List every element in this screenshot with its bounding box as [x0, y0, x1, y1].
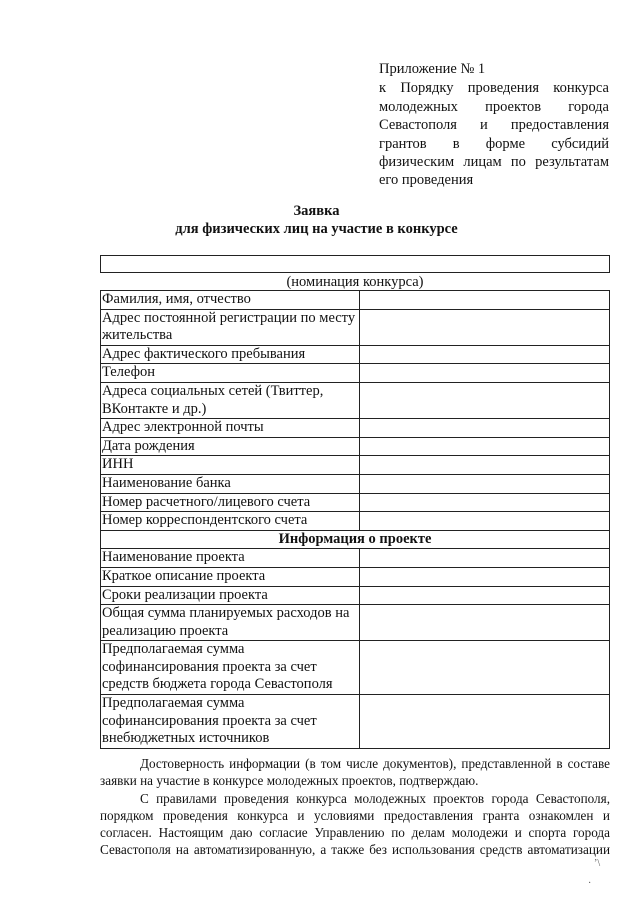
row-value-cell[interactable] [360, 309, 610, 345]
row-value-cell[interactable] [360, 512, 610, 531]
table-row [101, 512, 610, 531]
row-label: Общая сумма планируемых расходов на реализацию проекта [101, 605, 360, 641]
row-value-cell[interactable] [360, 695, 610, 749]
table-row [101, 456, 610, 475]
row-label: ИНН [101, 456, 360, 475]
table-row [101, 605, 610, 641]
document-subtitle: для физических лиц на участие в конкурсе [175, 221, 458, 237]
table-row [101, 641, 610, 695]
row-label: Адрес электронной почты [101, 419, 360, 438]
row-label: Дата рождения [101, 437, 360, 456]
table-row [101, 474, 610, 493]
row-label: Предполагаемая сумма софинансирования проекта за счет внебюджетных источников [101, 695, 360, 749]
row-value-cell[interactable] [360, 641, 610, 695]
table-row [101, 419, 610, 438]
row-label: Адреса социальных сетей (Твиттер, ВКонтакте и др.) [101, 382, 360, 418]
row-label: Краткое описание проекта [101, 567, 360, 586]
footer-paragraph-1: Достоверность информации (в том числе документов), представленной в составе заявки на участие в конкурсе молодежных проектов, подтверждаю. [100, 756, 610, 789]
row-value-cell[interactable] [360, 493, 610, 512]
row-value-cell[interactable] [360, 382, 610, 418]
table-row [101, 382, 610, 418]
row-label: Адрес фактического пребывания [101, 345, 360, 364]
appendix-body: к Порядку проведения конкурса молодежных проектов города Севастополя и предоставления грантов в форме субсидий физическим лицам по результатам его проведения [379, 80, 609, 189]
row-label: Наименование банка [101, 474, 360, 493]
appendix-block [379, 60, 609, 190]
document-title: Заявка [293, 203, 340, 219]
row-value-cell[interactable] [360, 567, 610, 586]
scan-mark: · [588, 878, 592, 889]
row-value-cell[interactable] [360, 291, 610, 310]
row-label: Фамилия, имя, отчество [101, 291, 360, 310]
consent-text [100, 755, 610, 859]
appendix-title: Приложение № 1 [379, 61, 486, 77]
row-value-cell[interactable] [360, 474, 610, 493]
row-value-cell[interactable] [360, 364, 610, 383]
table-row [101, 291, 610, 310]
row-value-cell[interactable] [360, 549, 610, 568]
row-label: Адрес постоянной регистрации по месту жительства [101, 309, 360, 345]
row-value-cell[interactable] [360, 605, 610, 641]
row-label: Предполагаемая сумма софинансирования проекта за счет средств бюджета города Севастополя [101, 641, 360, 695]
table-row [101, 549, 610, 568]
row-value-cell[interactable] [360, 419, 610, 438]
project-section-heading: Информация о проекте [101, 530, 610, 549]
row-value-cell[interactable] [360, 345, 610, 364]
row-value-cell[interactable] [360, 586, 610, 605]
nomination-caption: (номинация конкурса) [286, 274, 424, 290]
row-label: Телефон [101, 364, 360, 383]
row-value-cell[interactable] [360, 456, 610, 475]
table-row [101, 309, 610, 345]
table-row [101, 437, 610, 456]
table-row [101, 567, 610, 586]
row-label: Наименование проекта [101, 549, 360, 568]
table-row [101, 586, 610, 605]
section-header-row [101, 530, 610, 549]
table-row [101, 345, 610, 364]
footer-paragraph-2: С правилами проведения конкурса молодежных проектов города Севастополя, порядком проведения конкурса и условиями предоставления гранта ознакомлен и согласен. Настоящим даю согласие Управлению по делам молодежи и спорта города Севастополя на автоматизированную, а также без использования средств автоматизации [100, 790, 610, 858]
row-value-cell[interactable] [360, 437, 610, 456]
table-row [101, 695, 610, 749]
application-form-table [100, 290, 610, 749]
row-label: Сроки реализации проекта [101, 586, 360, 605]
row-label: Номер корреспондентского счета [101, 512, 360, 531]
table-row [101, 364, 610, 383]
row-label: Номер расчетного/лицевого счета [101, 493, 360, 512]
nomination-field[interactable] [100, 255, 610, 273]
table-row [101, 493, 610, 512]
scan-mark: ʼ\ [594, 858, 601, 869]
